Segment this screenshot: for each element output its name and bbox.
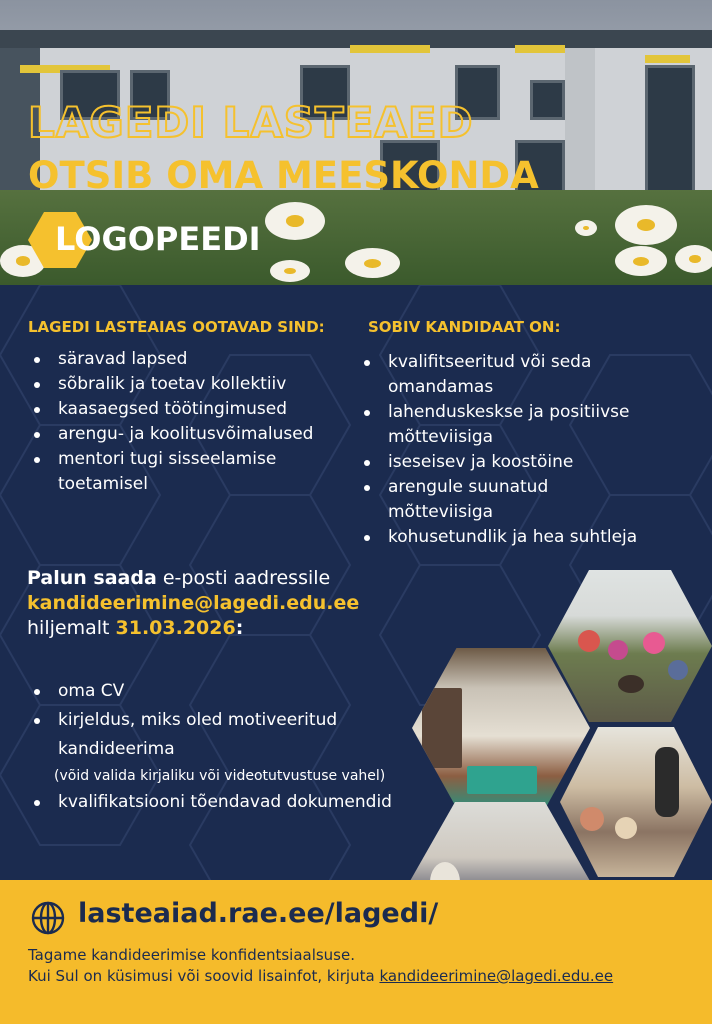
position-title: LOGOPEEDI bbox=[55, 220, 261, 258]
header-photo bbox=[0, 0, 712, 285]
contact-note bbox=[28, 967, 613, 985]
website-link[interactable]: lasteaiad.rae.ee/lagedi/ bbox=[78, 898, 439, 929]
documents-list bbox=[30, 677, 392, 817]
candidate-list bbox=[360, 350, 660, 550]
contact-email-link[interactable]: kandideerimine@lagedi.edu.ee bbox=[379, 967, 614, 985]
deadline-prefix: hiljemalt bbox=[27, 617, 116, 639]
candidate-heading: SOBIV KANDIDAAT ON: bbox=[368, 318, 561, 336]
deadline-suffix: : bbox=[235, 617, 244, 639]
contact-prefix: Kui Sul on küsimusi või soovid lisainfot, kirjuta bbox=[28, 967, 380, 985]
list-item: säravad lapsed bbox=[30, 347, 350, 372]
list-item: kaasaegsed töötingimused bbox=[30, 397, 350, 422]
apply-lead-rest: e-posti aadressile bbox=[156, 567, 331, 589]
deadline-date: 31.03.2026 bbox=[115, 617, 236, 639]
list-item: lahenduskeskse ja positiivse mõtteviisiga bbox=[360, 400, 660, 450]
list-item: iseseisev ja koostöine bbox=[360, 450, 660, 475]
list-item-note: (võid valida kirjaliku või videotutvustuse vahel) bbox=[54, 768, 386, 784]
list-item: kvalifitseeritud või seda omandamas bbox=[360, 350, 630, 400]
list-item: arengule suunatud mõtteviisiga bbox=[360, 475, 600, 525]
list-item: kvalifikatsiooni tõendavad dokumendid bbox=[30, 788, 392, 817]
headline-kindergarten-name: LAGEDI LASTEAED bbox=[28, 98, 474, 147]
apply-email-link[interactable]: kandideerimine@lagedi.edu.ee bbox=[27, 592, 360, 614]
offer-heading: LAGEDI LASTEAIAS OOTAVAD SIND: bbox=[28, 318, 325, 336]
list-item: mentori tugi sisseelamise toetamisel bbox=[30, 447, 330, 497]
list-item: sõbralik ja toetav kollektiiv bbox=[30, 372, 350, 397]
list-item: arengu- ja koolitusvõimalused bbox=[30, 422, 350, 447]
offer-list bbox=[30, 347, 350, 497]
confidentiality-note: Tagame kandideerimise konfidentsiaalsuse. bbox=[28, 946, 355, 964]
list-item: kirjeldus, miks oled motiveeritud kandideerima bbox=[30, 706, 360, 764]
list-item: oma CV bbox=[30, 677, 392, 706]
globe-icon bbox=[31, 901, 65, 935]
headline-seeking-team: OTSIB OMA MEESKONDA bbox=[28, 154, 539, 197]
apply-lead: Palun saada bbox=[27, 567, 157, 589]
list-item: kohusetundlik ja hea suhtleja bbox=[360, 525, 660, 550]
application-instructions bbox=[27, 566, 359, 641]
